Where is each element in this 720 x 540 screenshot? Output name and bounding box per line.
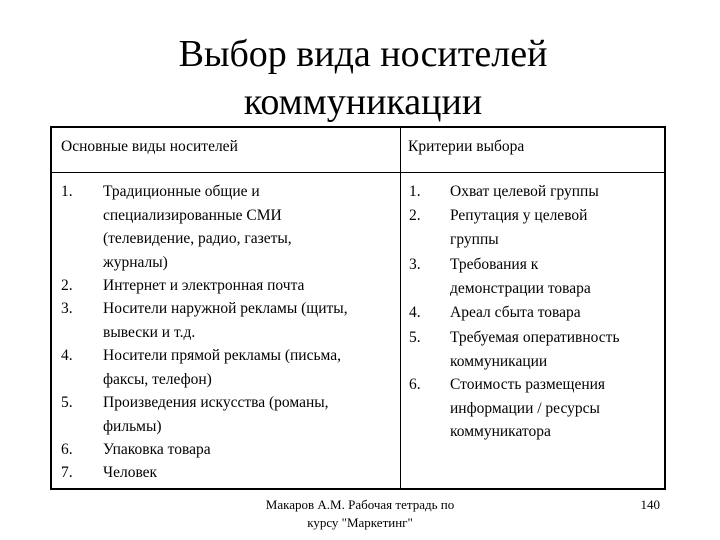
item-number: 2. [61, 277, 73, 294]
item-text: Требуемая оперативность коммуникации [450, 329, 620, 370]
item-text: Человек [103, 464, 158, 481]
footer-note-line-1: Макаров А.М. Рабочая тетрадь по [265, 497, 455, 512]
page-title [0, 30, 720, 126]
item-number: 1. [61, 183, 73, 200]
item-number: 6. [409, 376, 421, 393]
item-number: 4. [409, 304, 421, 321]
item-number: 3. [409, 256, 421, 273]
item-text: Носители прямой рекламы (письма, факсы, телефон) [103, 347, 341, 388]
footer-source-note [248, 496, 472, 532]
item-number: 2. [409, 207, 421, 224]
item-text: Традиционные общие и специализированные СМИ (телевидение, радио, газеты, журналы) [103, 183, 292, 271]
item-number: 5. [61, 394, 73, 411]
item-text: Носители наружной рекламы (щиты, вывески и т.д. [103, 300, 348, 341]
title-line-2: коммуникации [243, 81, 483, 123]
item-text: Охват целевой группы [450, 183, 599, 200]
item-number: 7. [61, 464, 73, 481]
column-divider [400, 128, 401, 488]
item-text: Интернет и электронная почта [103, 277, 305, 294]
footer-note-line-2: курсу "Маркетинг" [307, 515, 413, 530]
item-number: 4. [61, 347, 73, 364]
item-number: 1. [409, 183, 421, 200]
item-number: 3. [61, 300, 73, 317]
item-text: Репутация у целевой группы [450, 207, 588, 248]
header-media-types: Основные виды носителей [61, 138, 238, 155]
item-text: Требования к демонстрации товара [450, 256, 591, 297]
header-criteria: Критерии выбора [408, 138, 525, 155]
item-text: Ареал сбыта товара [450, 304, 581, 321]
title-line-1: Выбор вида носителей [178, 33, 548, 75]
item-text: Упаковка товара [103, 441, 211, 458]
criteria-table [50, 126, 666, 490]
item-text: Стоимость размещения информации / ресурсы коммуникатора [450, 376, 606, 440]
item-number: 5. [409, 329, 421, 346]
item-number: 6. [61, 441, 73, 458]
page-number: 140 [640, 497, 660, 512]
table-header-row [52, 128, 664, 173]
item-text: Произведения искусства (романы, фильмы) [103, 394, 329, 435]
